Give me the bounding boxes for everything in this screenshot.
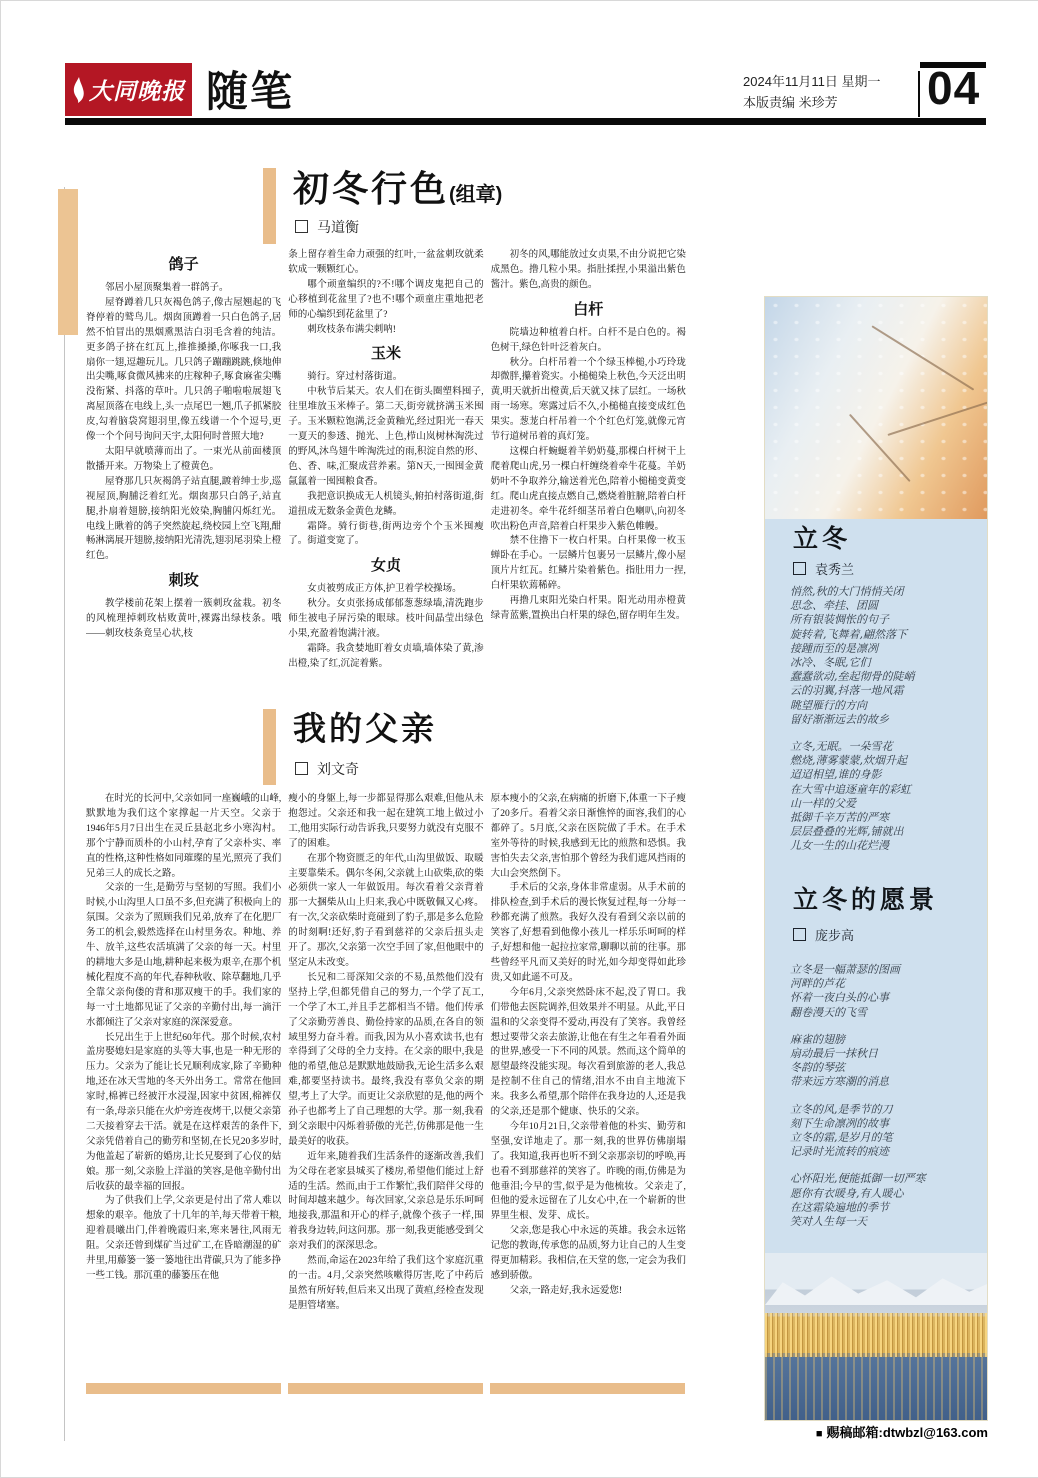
poem-line: 接踵而至的是凛冽 [790,641,878,655]
poem-line: 蠢蠢欲动,垒起彻骨的陡峭 [790,670,915,684]
paragraph: 这棵白杆蜿蜒着羊奶奶蔓,那棵白杆树干上爬着爬山虎,另一棵白杆缠绕着牵牛花蔓。羊奶奶叶不争取养分,输送着光色,陪着小槌槌变黄变红。爬山虎直接点燃自己,燃烧着脏腑,陪着白杆走进初冬。牵牛花纤细茎吊着白色喇叭,向初冬吹出粉色声音,陪着白杆果步入紫色帷幔。 [490,446,686,532]
poem-line: 记录时光流转的痕迹 [790,1145,889,1159]
left-accent-bar [58,189,78,335]
paragraph: 在时光的长河中,父亲如同一座巍峨的山峰,默默地为我们这个家撑起一片天空。父亲于1946年5月7日出生在灵丘县赵北乡小寒沟村。那个宁静而质朴的小山村,孕育了父亲朴实、率直的性格,这种性格如同璀璨的星光,照亮了我们兄弟三人的成长之路。 [86,794,282,879]
sub-heading: 女贞 [370,557,401,575]
article1-title-text: 初冬行色 [293,168,450,209]
paragraph: 秋分。白杆吊着一个个绿玉棒槌,小巧玲珑却微胖,攥着瓷实。小槌槌染上秋色,今天泛出明黄,明天就折出橙黄,后天就又抹了层红。一场秋雨一场寒。寒露过后不久,小槌槌直接变成红色果实。葱茏白杆吊着一个个红色灯笼,就像元宵节行道树吊着的真灯笼。 [490,357,686,443]
article2-column-2 [288,792,483,1383]
newspaper-masthead [65,63,192,116]
sub-heading: 白杆 [573,300,604,318]
poem-line: 抵御千辛万苦的严寒 [790,811,889,825]
winter-branches-photo [765,297,987,519]
article1-author-line [295,217,359,237]
poem-line: 眺望雁行的方向 [790,698,867,712]
date-editor-block [743,71,881,113]
paragraph: 初冬的风,哪能放过女贞果,不由分说把它染成黑色。撸几粒小果。指肚揉捏,小果溢出紫色酱汁。紫色,高贵的颜色。 [490,250,686,290]
column2-end-bar [288,1383,483,1394]
poem-line: 麻雀的翅膀 [790,1032,845,1046]
poem1-author: 袁秀兰 [815,562,855,577]
paragraph: 骑行。穿过村落街道。 [307,372,403,383]
article2-column-3 [491,792,686,1383]
poetry-sidebar [764,296,988,1421]
paragraph: 院墙边种植着白杆。白杆不是白色的。褐色树干,绿色针叶泛着灰白。 [490,327,686,353]
poem1-text [790,585,979,854]
poem-line: 迢迢相望,谁的身影 [790,768,882,782]
header-rule [65,118,986,125]
paragraph: 教学楼前花架上摆着一簇刺玫盆栽。初冬的风梳理掉刺玫枯败黄叶,裸露出绿枝条。哦——刺玫枝条竟呈心状,枝 [86,599,282,640]
flame-icon [72,77,85,103]
paragraph: 太阳早就喷薄而出了。一束光从前面楼顶散播开来。万物染上了橙黄色。 [86,446,282,472]
author-box-icon [793,928,806,941]
poem2-text [790,963,979,1229]
poem-line: 思念、牵挂、团圆 [790,599,878,613]
paragraph: 禁不住撸下一枚白杆果。白杆果像一枚玉蝉卧在手心。一层鳞片包裹另一层鳞片,像小屋顶片片红瓦。红鳞片染着紫色。指肚用力一捏,白杆果软蔫稀碎。 [490,536,686,592]
poem-line: 留好渐渐远去的故乡 [790,712,889,726]
poem-line: 扇动最后一抹秋日 [790,1047,878,1061]
paragraph: 然而,命运在2023年给了我们这个家庭沉重的一击。4月,父亲突然咳嗽得厉害,吃了中药后虽然有所好转,但后来又出现了黄疸,经检查发现是胆管堵塞。 [288,1256,484,1311]
paragraph: 长兄出生于上世纪60年代。那个时候,农村盖房娶媳妇是家庭的头等大事,也是一种无形的压力。父亲为了能让长兄顺利成家,除了辛勤种地,还在冰天雪地的冬天外出务工。常常在他回家时,棉裤已经被汗水浸湿,因家中贫困,棉裤仅有一条,母亲只能在火炉旁连夜烤干,以便父亲第二天接着穿去干活。就是在这样艰苦的条件下,父亲凭借着自己的勤劳和坚韧,在长兄20多岁时,为他盖起了崭新的婚房,让长兄娶到了心仪的姑娘。那一刻,父亲脸上洋溢的笑容,是他辛勤付出后收获的最幸福的回报。 [86,1032,282,1192]
poem-stanza-gap [790,727,979,740]
column3-end-bar [490,1383,685,1394]
poem2-author-line [793,925,854,944]
poem-line: 所有银装惆怅的句子 [790,613,889,627]
article1-body [86,248,686,711]
poem-line: 儿女一生的山花烂漫 [790,839,889,853]
section-title: 随笔 [206,68,295,115]
poem-line: 悄然,秋的大门悄悄关闭 [790,585,904,598]
poem2-title: 立冬的愿景 [793,886,939,914]
article1-column-3 [491,248,686,711]
poem-line: 在大雪中追逐童年的彩虹 [790,782,911,796]
paragraph: 瘦小的身躯上,每一步都显得那么艰难,但他从未抱怨过。父亲还和我一起在建筑工地上做过小工,他用实际行动告诉我,只要努力就没有克服不了的困难。 [288,794,484,849]
sub-heading: 鸽子 [168,256,199,273]
article1-author: 马道衡 [317,219,359,235]
paragraph: 屋脊那几只灰褐鸽子站直腿,踱着绅士步,巡视屋顶,胸脯泛着红光。烟囱那只白鸽子,站直腿,扑扇着翅膀,接纳阳光姣染,胸脯闪烁红光。电线上瞅着的鸽子突然旋起,绕校园上空飞翔,酣畅淋漓展开翅膀,接纳阳光清洗,翅羽尾羽染上橙红色。 [86,476,282,562]
poem-line: 冬韵的琴弦 [790,1061,845,1075]
article1-title-suffix: (组章) [449,184,503,206]
poem1-author-line [793,559,854,578]
paragraph: 父亲,一路走好,我永远爱您! [509,1285,623,1296]
poem-line: 层层叠叠的光辉,铺就出 [790,825,904,839]
blossom-specks [765,297,987,519]
paragraph: 哪个顽童编织的?不!哪个调皮鬼把自己的心移植到花盆里了?也不!哪个顽童庄重地把老师的心编织到花盆里了? [288,279,484,320]
paragraph: 今年6月,父亲突然卧床不起,没了胃口。我们带他去医院调养,但效果并不明显。从此,平日温和的父亲变得不爱动,再没有了笑容。我曾经想过要带父亲去旅游,让他在有生之年看看外面的世界,感受一下不同的风景。然而,这个简单的愿望最终没能实现。每次看到旅游的老人,我总是控制不住自己的情绪,泪水不由自主地流下来。我多么希望,那个陪伴在我身边的人,还是我的父亲,还是那个健康、快乐的父亲。 [490,987,686,1118]
poem-line: 在这霜染遍地的季节 [790,1200,889,1214]
poem-line: 刻下生命凛冽的故事 [790,1116,889,1130]
author-box-icon [295,220,308,233]
paragraph: 原本瘦小的父亲,在病痛的折磨下,体重一下子瘦了20多斤。看着父亲日渐憔悴的面容,我们的心都碎了。5月底,父亲在医院做了手术。在手术室外等待的时候,我感到无比的煎熬和恐惧。我害怕失去父亲,害怕那个曾经为我们遮风挡雨的大山会突然倒下。 [490,794,686,879]
article2-column-1 [86,792,281,1383]
paragraph: 霜降。我贪婪地盯着女贞墙,墙体染了黄,渗出橙,染了红,沉淀着紫。 [288,643,484,669]
poem-line: 愿你有衣暖身,有人暖心 [790,1186,904,1200]
sub-heading: 刺玫 [168,572,199,590]
lake-autumn-photo [765,1253,987,1420]
square-marker-icon: ■ [815,1428,823,1440]
poem-line: 冰冷、冬眠,它们 [790,656,871,670]
paragraph: 条上留存着生命力顽强的红叶,一盆盆刺玫就柔软成一颗颗红心。 [288,250,484,275]
poem-line: 旋转着,飞舞着,翩然落下 [790,627,907,641]
paragraph: 中秋节后某天。农人们在街头圈塑料囤子,往里堆放玉米棒子。第二天,街旁就挤满玉米囤子。玉米颗粒饱满,泛金黄釉光,经过阳光一春天一夏天的参透、抛光、上色,栉山岚树林淘洗过的野风,沐鸟翅牛哞淘洗过的雨,积淀自然的形、色、香、味,汇聚成营养素。第N天,一囤囤金黄氤氲着一囤囤粮食香。 [288,387,484,487]
paragraph: 霜降。骑行街巷,街两边旁个个玉米囤瘦了。街道变宽了。 [288,521,484,547]
poem-line: 立冬,无眠。一朵雪花 [790,740,893,754]
poem-stanza-gap [790,1090,979,1103]
paragraph: 今年10月21日,父亲带着他的朴实、勤劳和坚强,安详地走了。那一刻,我的世界仿佛崩塌了。我知道,我再也听不到父亲那亲切的呼唤,再也看不到那慈祥的笑容了。昨晚的雨,仿佛是为他垂泪;今早的雪,似乎是为他梳妆。父亲走了,但他的爱永远留在了儿女心中,在一个崭新的世界里生根、发芽、成长。 [490,1121,686,1222]
water-reflection [765,1357,987,1420]
author-box-icon [793,562,806,575]
masthead-text: 大同晚报 [89,79,185,104]
paragraph: 屋脊蹲着几只灰褐色鸽子,像古屋翘起的飞脊停着的鹫鸟儿。烟囱顶蹲着一只白色鸽子,居然不怕冒出的黑烟熏黑洁白羽毛含着的纯洁。更多鸽子挤在红瓦上,推推搡搡,你啄我一口,我扇你一翅,逗趣玩儿。几只鸽子蹦蹦跳跳,倏地伸出尖嘴,啄食微风拂来的庄稼种子,啄食麻雀尖嘴没衔紧、抖落的草叶。几只鸽子啪啦啦展翅飞离屋顶落在电线上,头一点尾巴一翘,爪子抓紧胶皮,勾着脑袋窝翅羽里,像五线谱一个个逗号,更像一个个问号询问天宇,太阳何时普照大地? [86,297,282,443]
poem-stanza-gap [790,1159,979,1172]
paragraph: 近年来,随着我们生活条件的逐渐改善,我们为父母在老家县城买了楼房,希望他们能过上舒适的生活。然而,由于工作繁忙,我们陪伴父母的时间却越来越少。每次回家,父亲总是乐乐呵呵地接我,那温和开心的样子,就像个孩子一样,围着我身边转,问这问那。那一刻,我更能感受到父亲对我们的深深思念。 [288,1151,484,1252]
poem-line: 怀着一夜白头的心事 [790,991,889,1005]
article1-column-1 [86,248,281,711]
article2-title: 我的父亲 [293,710,437,747]
poem-line: 笑对人生每一天 [790,1215,867,1229]
poem-line: 带来远方寒潮的消息 [790,1075,889,1089]
paragraph: 长兄和二哥深知父亲的不易,虽然他们没有坚持上学,但都凭借自己的努力,一个学了瓦工,一个学了木工,并且手艺都相当不错。他们传承了父亲勤劳善良、勤俭持家的品质,在各自的领域里努力奋斗着。而我,因为从小喜欢读书,也有幸得到了父母的全力支持。在父亲的眼中,我是他的希望,他总是默默地鼓励我,无论生活多么艰难,都要坚持读书。最终,我没有辜负父亲的期望,考上了大学。而更让父亲欣慰的是,他的两个孙子也都考上了自己理想的大学。那一刻,我看到父亲眼中闪烁着骄傲的光芒,仿佛那是他一生最美好的收获。 [288,972,484,1147]
poem-line: 山一样的父爱 [790,796,856,810]
submission-email-line [816,1422,988,1441]
page-number: 04 [927,62,981,114]
paragraph: 女贞被剪成正方体,护卫着学校操场。 [307,584,462,595]
submission-email: 赐稿邮箱:dtwbzl@163.com [826,1425,988,1440]
author-box-icon [295,762,308,775]
golden-reeds [765,1313,987,1356]
date-line: 2024年11月11日 星期一 [743,74,881,89]
left-margin-rule [64,187,65,1441]
paragraph: 手术后的父亲,身体非常虚弱。从手术前的排队检查,到手术后的漫长恢复过程,每一分每一秒都充满了煎熬。我好久没有看到父亲以前的笑容了,好想看到他像小孩儿一样乐乐呵呵的样子,好想和他一起拉拉家常,聊聊以前的往事。那些曾经平凡而又美好的时光,如今却变得如此珍贵,又如此遥不可及。 [490,883,686,983]
paragraph: 在那个物资匮乏的年代,山沟里做饭、取暖主要靠柴禾。偶尔冬闲,父亲就上山砍柴,砍的柴必须供一家人一年做饭用。每次看着父亲背着那一大捆柴从山上归来,我心中既敬佩又心疼。有一次,父亲砍柴时竟碰到了豹子,那是多么危险的时刻啊!还好,豹子看到慈祥的父亲后扭头走开了。那次,父亲第一次空手回了家,但他眼中的坚定从未改变。 [288,853,484,968]
sub-heading: 玉米 [370,345,401,363]
article2-author: 刘文奇 [317,761,359,777]
poem-line: 翻卷漫天的飞雪 [790,1005,867,1019]
poem-line: 心怀阳光,便能抵御一切严寒 [790,1172,926,1186]
paragraph: 父亲,您是我心中永远的英雄。我会永远铭记您的教诲,传承您的品质,努力让自己的人生变得更加精彩。我相信,在天堂的您,一定会为我们感到骄傲。 [490,1226,686,1281]
article1-column-2 [288,248,483,711]
article1-accent-bar [263,168,276,244]
paragraph: 为了供我们上学,父亲更是付出了常人难以想象的艰辛。他放了十几年的羊,每天带着干粮,迎着晨曦出门,伴着晚霞归来,寒来暑往,风雨无阻。父亲还曾到煤矿当过矿工,在昏暗潮湿的矿井里,用藤篓一篓一篓地往出背碳,只为了能多挣一些工钱。那沉重的藤篓压在他 [86,1196,282,1281]
editor-line: 本版责编 米珍芳 [743,95,838,110]
poem-line: 立冬的霜,是岁月的笔 [790,1131,893,1145]
article2-author-line [295,759,359,779]
poem2-author: 庞步高 [815,928,855,943]
paragraph: 我把意识换成无人机镜头,俯拍村落街道,街道扭成无数条金黄色龙鳞。 [288,491,484,517]
poem-line: 立冬的风,是季节的刀 [790,1102,893,1116]
paragraph: 刺玫枝条布满尖刺呐! [307,324,396,335]
poem-line: 河畔的芦花 [790,977,845,991]
article2-accent-bar [263,709,276,785]
article2-body [86,792,686,1383]
paragraph: 再撸几束阳光染白杆果。阳光动用赤橙黄绿青蓝紫,置换出白杆果的绿色,留存明年生发。 [490,596,686,621]
poem-line: 立冬是一幅萧瑟的图画 [790,963,900,976]
poem-line: 燃烧,薄雾蒙蒙,炊烟升起 [790,754,907,768]
column1-end-bar [86,1383,281,1394]
page-number-divider [918,71,920,117]
paragraph: 父亲的一生,是勤劳与坚韧的写照。我们小时候,小山沟里人口虽不多,但充满了积极向上的氛围。父亲为了照顾我们兄弟,放弃了在化肥厂务工的机会,毅然选择在山村里务农。种地、养牛、放羊,这些农活填满了父亲的每一天。村里的耕地大多是山地,耕种起来极为艰辛,在那个机械化程度不高的年代,春种秋收、除草翻地,几乎全靠父亲佝偻的背和那双瘦干的手。我们家的每一寸土地都见证了父亲的辛勤付出,每一滴汗水都倾注了父亲对家庭的深深爱意。 [86,883,282,1028]
poem-line: 云的羽翼,抖落一地风霜 [790,684,904,698]
poem1-title: 立冬 [793,525,852,553]
paragraph: 秋分。女贞张扬成郁郁葱葱绿墙,清洗跑步师生被电子屏污染的眼球。枝叶间晶莹出绿色小果,充盈着饱满汁液。 [288,599,484,640]
mountain-peaks [765,1267,987,1305]
poem-stanza-gap [790,1020,979,1033]
article1-title [293,161,502,212]
paragraph: 邻居小屋顶聚集着一群鸽子。 [105,283,229,293]
